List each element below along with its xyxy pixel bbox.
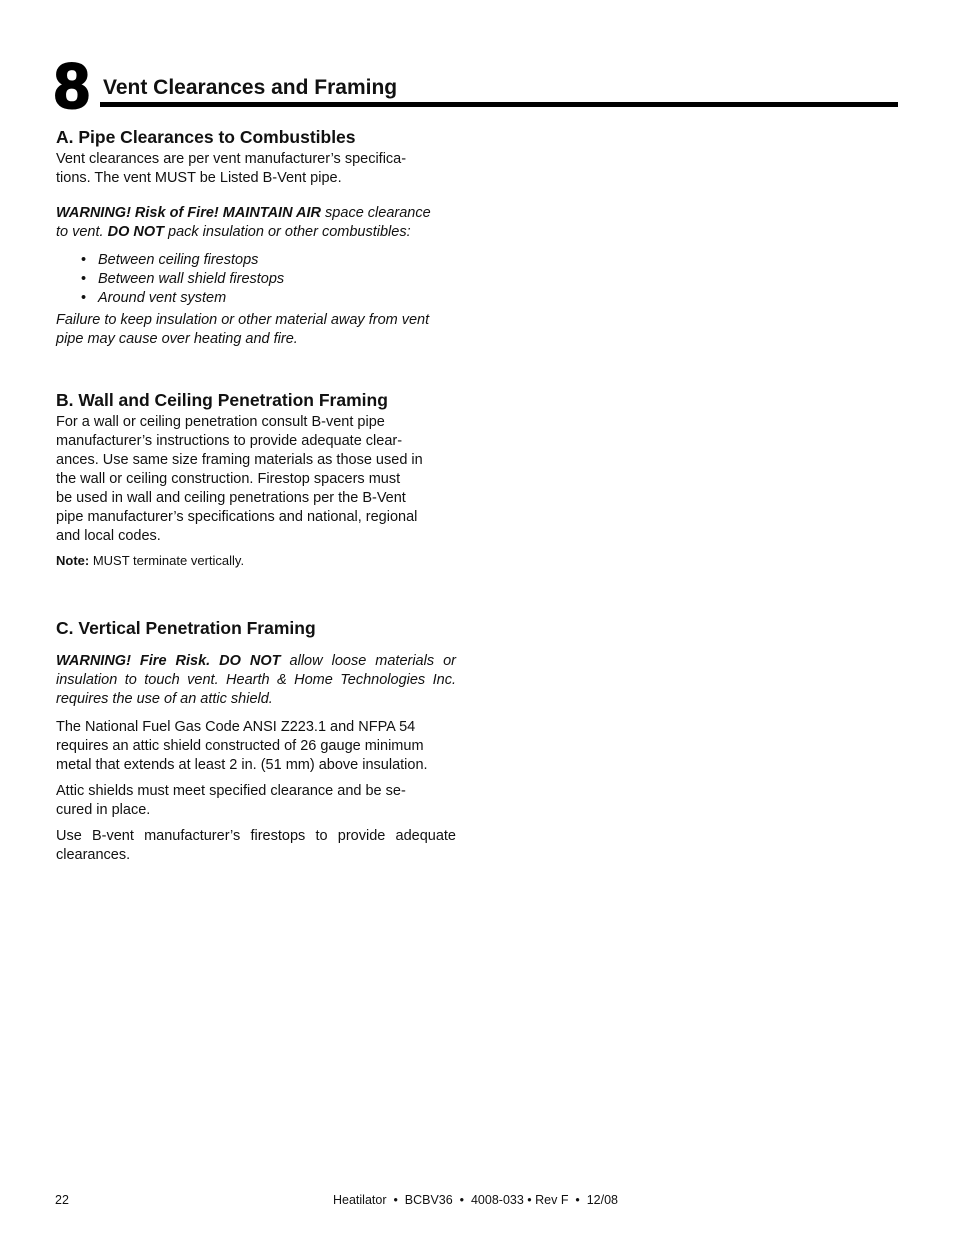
section-c <box>56 617 456 865</box>
footer-page-number: 22 <box>55 1193 69 1207</box>
warning-text-2: to vent. <box>56 224 108 240</box>
section-b-heading: B. Wall and Ceiling Penetration Framing <box>56 390 388 410</box>
note-label: Note: <box>56 553 90 568</box>
section-b-note <box>56 552 456 570</box>
section-a-failure: Failure to keep insulation or other material away from vent pipe may cause over heating and fire. <box>56 312 430 347</box>
list-item: • Around vent system <box>81 290 227 306</box>
section-c-warning-text: allow loose materials or insulation to touch vent. Hearth & Home Technologies Inc. requires the use of an attic shield. <box>56 653 456 707</box>
list-item: • Between ceiling firestops <box>81 252 259 268</box>
list-item: • Between wall shield firestops <box>81 271 285 287</box>
section-a-warning <box>56 204 456 242</box>
chapter-title: Vent Clearances and Framing <box>103 76 398 99</box>
section-a-heading: A. Pipe Clearances to Combustibles <box>56 127 356 147</box>
chapter-number: 8 <box>54 50 88 122</box>
note-text: MUST terminate vertically. <box>89 553 245 568</box>
chapter-rule <box>100 102 898 107</box>
section-b-body: For a wall or ceiling penetration consult B-vent pipe manufacturer’s instructions to provide adequate clear- ances. Use same size framing materials as those used in the wall or ceiling construction. Firestop spacers must be used in wall and ceiling penetrations per the B-Vent pipe manufacturer’s specifications and national, regional and local codes. <box>56 414 423 544</box>
warning-text-3: pack insulation or other combustibles: <box>163 224 411 240</box>
section-a-intro <box>56 150 456 188</box>
warning-bold-2: DO NOT <box>107 224 164 240</box>
section-a-bullet-list <box>56 251 456 308</box>
section-c-para-2: Attic shields must meet specified clearance and be se- cured in place. <box>56 783 406 818</box>
section-a <box>56 126 456 349</box>
footer-info: Heatilator • BCBV36 • 4008-033 • Rev F • 12/08 <box>333 1193 619 1207</box>
section-c-para-1: The National Fuel Gas Code ANSI Z223.1 and NFPA 54 requires an attic shield constructed of 26 gauge minimum metal that extends at least 2 in. (51 mm) above insulation. <box>56 719 428 773</box>
warning-text-1: space clearance <box>321 205 431 221</box>
section-a-intro-line2: tions. The vent MUST be Listed B-Vent pipe. <box>56 170 342 186</box>
section-b <box>56 389 456 570</box>
section-c-warning <box>56 652 456 709</box>
section-c-warning-bold: WARNING! Fire Risk. DO NOT <box>56 653 281 669</box>
section-c-para-3: Use B-vent manufacturer’s firestops to provide adequate clearances. <box>56 828 456 863</box>
section-a-intro-line1: Vent clearances are per vent manufacturer’s specifica- <box>56 151 407 167</box>
warning-bold-1: WARNING! Risk of Fire! MAINTAIN AIR <box>56 205 322 221</box>
section-c-heading: C. Vertical Penetration Framing <box>56 618 316 638</box>
